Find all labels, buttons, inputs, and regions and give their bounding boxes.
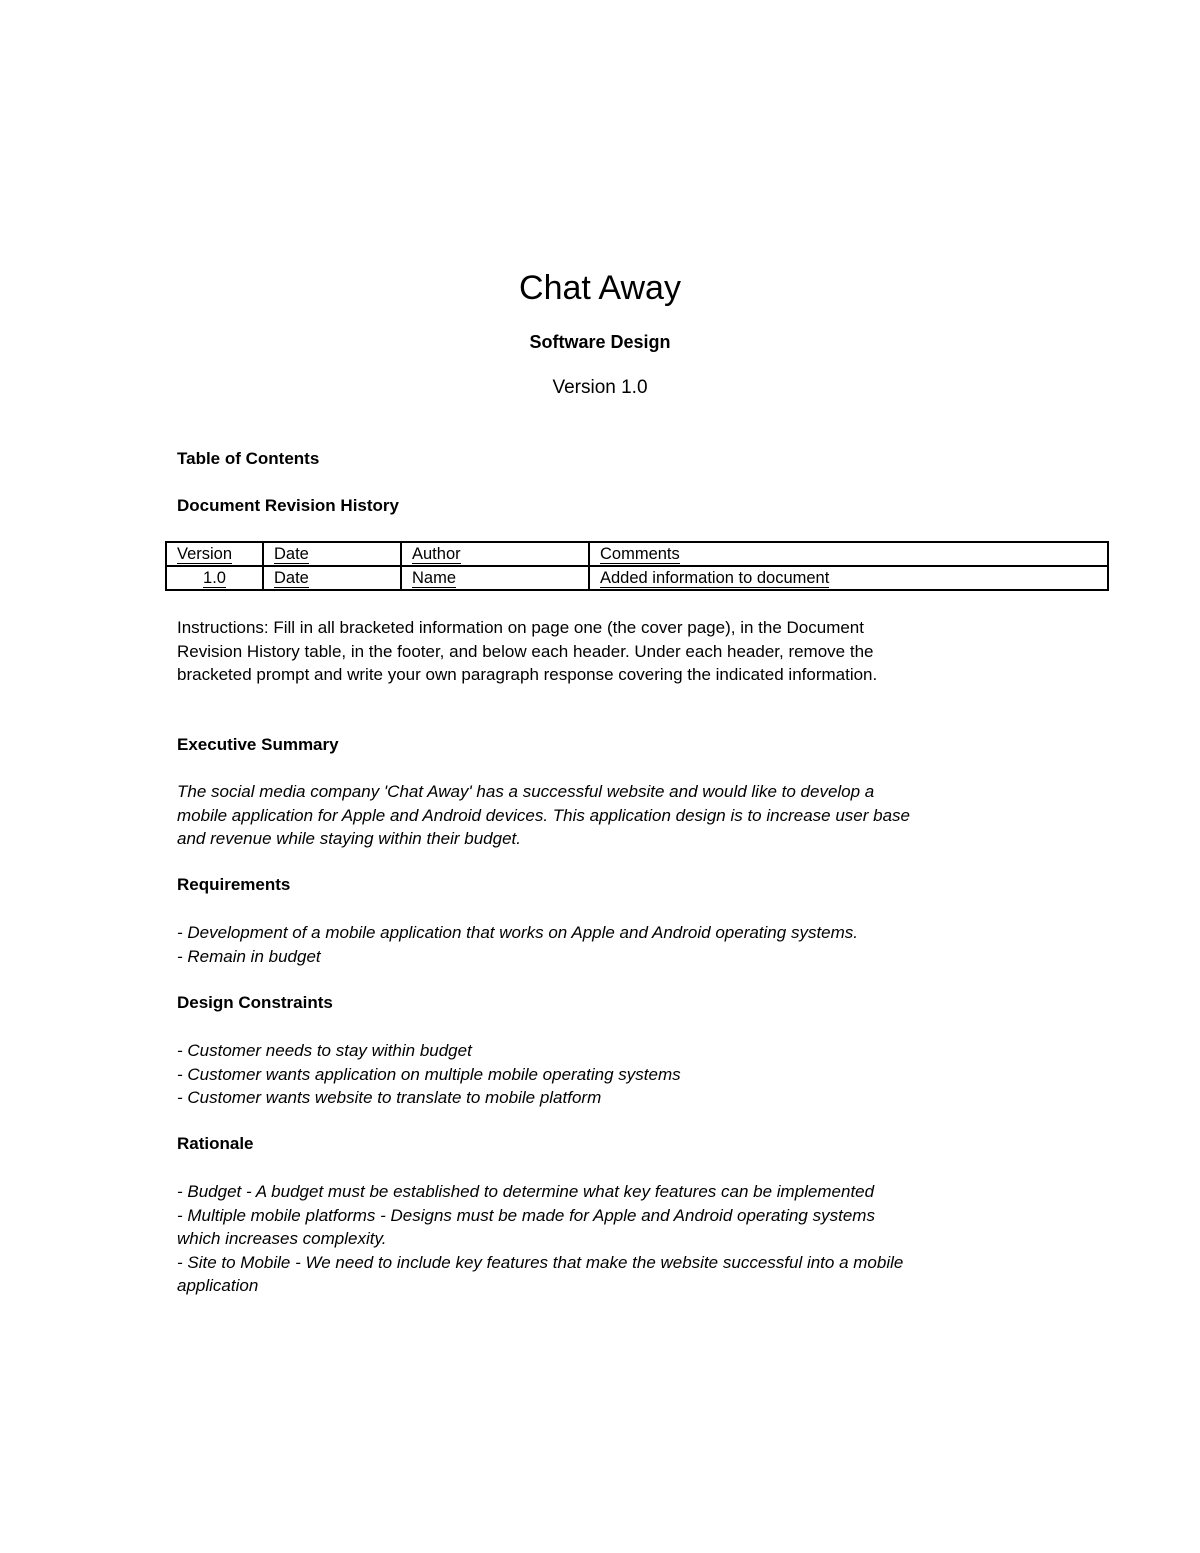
- list-item: - Customer wants website to translate to mobile platform: [177, 1088, 602, 1107]
- list-item: application: [177, 1276, 259, 1295]
- header-version: Version: [166, 542, 263, 566]
- list-item: which increases complexity.: [177, 1229, 387, 1248]
- header-comments: Comments: [589, 542, 1108, 566]
- requirements-heading: Requirements: [177, 875, 291, 894]
- header-date: Date: [263, 542, 401, 566]
- cell-author: Name: [401, 566, 589, 590]
- cell-date: Date: [263, 566, 401, 590]
- instructions-line: bracketed prompt and write your own paragraph response covering the indicated information.: [177, 665, 878, 684]
- list-item: - Customer wants application on multiple mobile operating systems: [177, 1064, 681, 1084]
- table-header-row: [166, 542, 1108, 566]
- design-constraints-list: [177, 1039, 1077, 1110]
- list-item: - Customer needs to stay within budget: [177, 1041, 472, 1060]
- revision-history-heading: Document Revision History: [177, 496, 399, 515]
- cell-version: 1.0: [166, 566, 263, 590]
- document-version: Version 1.0: [552, 377, 648, 398]
- executive-summary-heading: Executive Summary: [177, 735, 339, 754]
- revision-history-table: [165, 541, 1109, 591]
- list-item: - Budget - A budget must be established to determine what key features can be implemented: [177, 1182, 875, 1201]
- toc-heading: Table of Contents: [177, 449, 320, 468]
- instructions-paragraph: [177, 616, 1077, 687]
- design-constraints-heading: Design Constraints: [177, 993, 333, 1012]
- list-item: - Site to Mobile - We need to include key features that make the website successful into a mobile: [177, 1252, 904, 1272]
- rationale-list: [177, 1180, 1077, 1298]
- summary-line: The social media company 'Chat Away' has a successful website and would like to develop a: [177, 782, 875, 801]
- document-subtitle: Software Design: [529, 332, 671, 352]
- instructions-line: Instructions: Fill in all bracketed information on page one (the cover page), in the Document: [177, 618, 864, 637]
- instructions-line: Revision History table, in the footer, and below each header. Under each header, remove the: [177, 641, 874, 661]
- executive-summary-paragraph: [177, 780, 1077, 851]
- summary-line: mobile application for Apple and Android devices. This application design is to increase user base: [177, 805, 911, 825]
- summary-line: and revenue while staying within their budget.: [177, 829, 521, 848]
- list-item: - Multiple mobile platforms - Designs must be made for Apple and Android operating systems: [177, 1205, 875, 1225]
- document-title: Chat Away: [519, 269, 681, 307]
- requirements-list: [177, 921, 1077, 968]
- rationale-heading: Rationale: [177, 1134, 254, 1153]
- table-row: [166, 566, 1108, 590]
- cell-comments: Added information to document: [589, 566, 1108, 590]
- list-item: - Development of a mobile application that works on Apple and Android operating systems.: [177, 923, 859, 942]
- header-author: Author: [401, 542, 589, 566]
- list-item: - Remain in budget: [177, 946, 321, 966]
